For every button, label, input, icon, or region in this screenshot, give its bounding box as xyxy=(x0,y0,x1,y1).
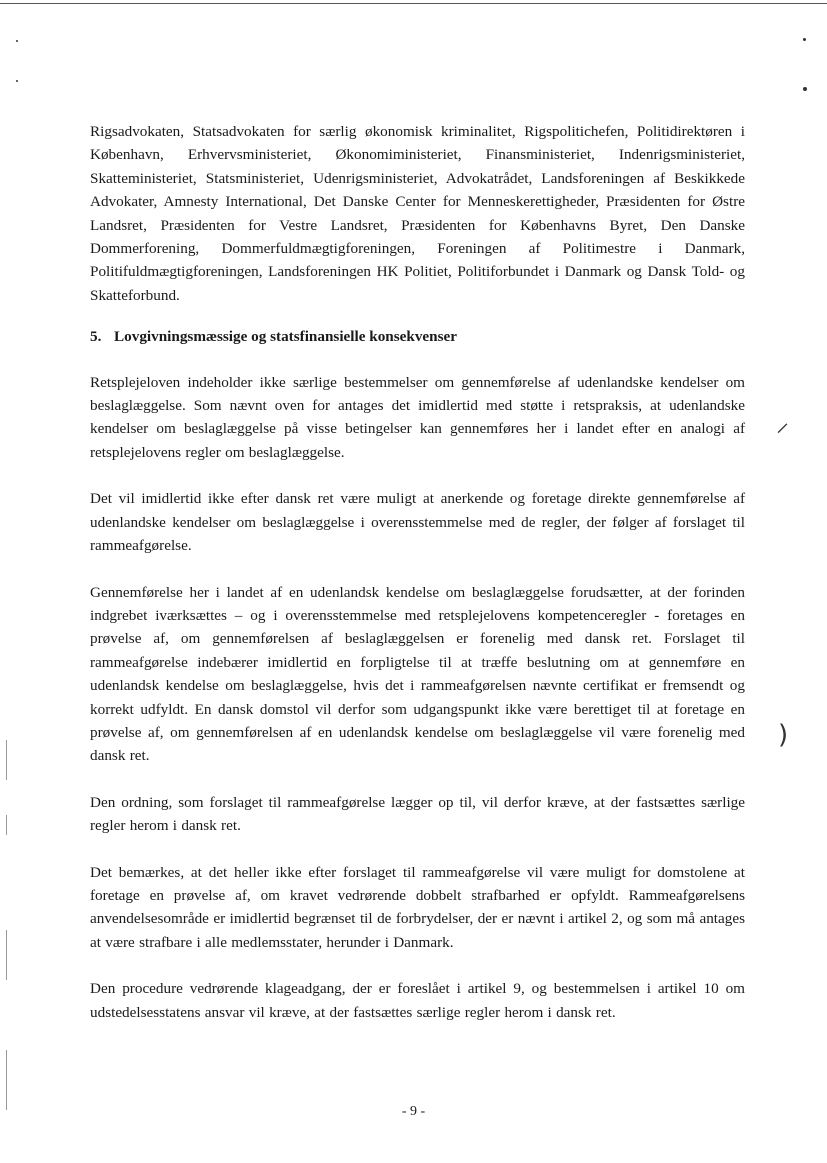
scan-artifact-line xyxy=(6,740,7,780)
body-paragraph: Det bemærkes, at det heller ikke efter forslaget til rammeafgørelse vil være muligt for domstolene at foretage en prøvelse af, om kravet vedrørende dobbelt strafbarhed er opfyldt. Rammeafgørelsens anvendelsesområde er imidlertid begrænset til de forbrydelser, der er nævnt i artikel 2, og som må antages at være strafbare i alle medlemsstater, herunder i Danmark. xyxy=(90,863,745,951)
body-paragraph: Den ordning, som forslaget til rammeafgørelse lægger op til, vil derfor kræve, at der fastsættes særlige regler herom i dansk ret. xyxy=(90,793,745,835)
margin-hook-mark: ⸝ xyxy=(776,408,790,438)
document-page xyxy=(90,120,745,1024)
scan-artifact-dot xyxy=(16,40,18,42)
scan-artifact-dot xyxy=(16,80,18,82)
scan-top-rule xyxy=(0,3,827,4)
scan-artifact-line xyxy=(6,1050,7,1110)
scan-artifact-line xyxy=(6,815,7,835)
body-paragraph: Retsplejeloven indeholder ikke særlige bestemmelser om gennemførelse af udenlandske kendelser om beslaglæggelse. Som nævnt oven for antages det imidlertid med støtte i retspraksis, at udenlandske kendelser om beslaglæggelse på visse betingelser kan gennemføres her i landet efter en analogi af retsplejelovens regler om beslaglæggelse. xyxy=(90,373,745,461)
scan-artifact-line xyxy=(6,930,7,980)
body-paragraph: Den procedure vedrørende klageadgang, der er foreslået i artikel 9, og bestemmelsen i artikel 10 om udstedelsesstatens ansvar vil kræve, at der fastsættes særlige regler herom i dansk ret. xyxy=(90,980,745,1021)
section-number: 5. xyxy=(90,328,102,346)
scan-artifact-dot xyxy=(803,38,806,41)
section-title: Lovgivningsmæssige og statsfinansielle konsekvenser xyxy=(114,328,458,346)
body-paragraph: Det vil imidlertid ikke efter dansk ret være muligt at anerkende og foretage direkte gennemførelse af udenlandske kendelser om beslaglæggelse i overensstemmelse med de regler, der følger af forslaget til rammeafgørelse. xyxy=(90,490,745,555)
scan-artifact-dot xyxy=(803,87,807,91)
margin-bracket-mark: ) xyxy=(778,720,789,750)
section-heading xyxy=(90,325,745,348)
page-number: - 9 - xyxy=(401,1104,426,1119)
recipients-paragraph: Rigsadvokaten, Statsadvokaten for særlig økonomisk kriminalitet, Rigspolitichefen, Politidirektøren i København, Erhvervsministeriet, Økonomiministeriet, Finansministeriet, Indenrigsministeriet, Skatteministeriet, Statsministeriet, Udenrigsministeriet, Advokatrådet, Landsforeningen af Beskikkede Advokater, Amnesty International, Det Danske Center for Menneskerettigheder, Præsidenten for Østre Landsret, Præsidenten for Vestre Landsret, Præsidenten for Københavns Byret, Den Danske Dommerforening, Dommerfuldmægtigforeningen, Foreningen af Politimestre i Danmark, Politifuldmægtigforeningen, Landsforeningen HK Politiet, Politiforbundet i Danmark og Dansk Told- og Skatteforbund. xyxy=(90,123,745,304)
body-paragraph: Gennemførelse her i landet af en udenlandsk kendelse om beslaglæggelse forudsætter, at der forinden indgrebet iværksættes – og i overensstemmelse med retsplejelovens kompetenceregler - foretages en prøvelse af, om gennemførelsen af beslaglæggelsen er forenelig med dansk ret. Forslaget til rammeafgørelse indebærer imidlertid en forpligtelse til at træffe beslutning om at gennemføre en udenlandsk kendelse om beslaglæggelse, hvis det i rammeafgørelsen nævnte certifikat er fremsendt og korrekt udfyldt. En dansk domstol vil derfor som udgangspunkt ikke være berettiget til at foretage en prøvelse af, om gennemførelsen af en udenlandsk kendelse om beslaglæggelse vil være forenelig med dansk ret. xyxy=(90,583,745,765)
